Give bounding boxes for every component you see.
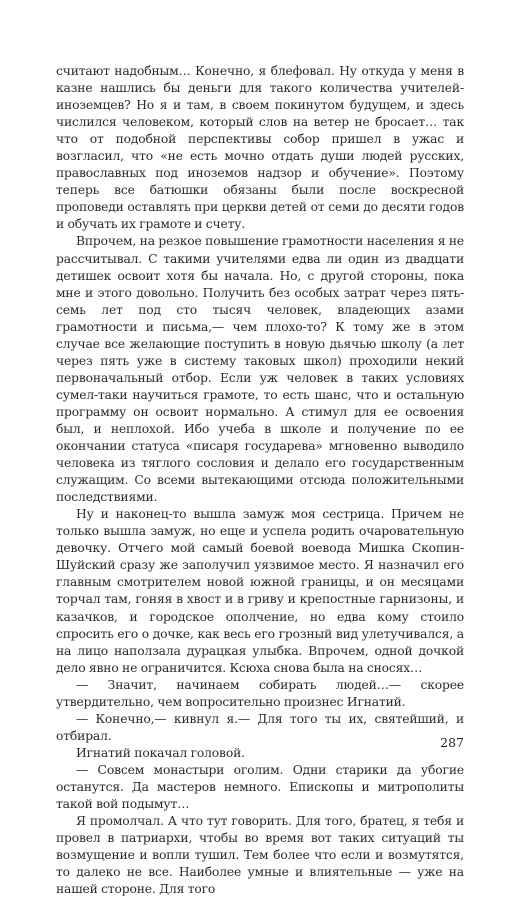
paragraph-4: — Значит, начинаем собирать людей…— скорее утвердительно, чем вопросительно произнес Игнатий. (56, 677, 464, 709)
paragraph-3: Ну и наконец-то вышла замуж моя сестрица. Причем не только вышла замуж, но еще и успела родить очаровательную девочку. Отчего мой самый боевой воевода Мишка Скопин-Шуйский сразу же заполучил уязвимое место. Я назначил его главным смотрителем новой южной границы, и он месяцами торчал там, гоняя в хвост и в гриву и крепостные гарнизоны, и казачков, и городское ополчение, но едва кому стоило спросить его о дочке, как весь его грозный вид улетучивался, а на лицо наползала дурацкая улыбка. Впрочем, одной дочкой дело явно не ограничится. Ксюха снова была на сносях… (56, 507, 464, 675)
paragraph-8: Я промолчал. А что тут говорить. Для того, братец, я тебя и провел в патриархи, чтобы во время вот таких ситуаций ты возмущение и вопли тушил. Тем более что если и возмутятся, то далеко не все. Наиболее умные и влиятельные — уже на нашей стороне. Для того (56, 814, 464, 897)
paragraph-5: — Конечно,— кивнул я.— Для того ты их, святейший, и отбирал. (56, 711, 464, 743)
paragraph-6: Игнатий покачал головой. (76, 745, 245, 760)
paragraph-1: считают надобным… Конечно, я блефовал. Ну откуда у меня в казне нашлись бы деньги для такого количества учителей-иноземцев? Но я и там, в своем покинутом будущем, и здесь числился человеком, который слов на ветер не бросает… так что от подобной перспективы собор пришел в ужас и возгласил, что «не есть мочно отдать души людей русских, православных под иноземов надзор и обучение». Поэтому теперь все батюшки обязаны были после воскресной проповеди оставлять при церкви детей от семи до десяти годов и обучать их грамоте и счету. (56, 64, 464, 232)
paragraph-2: Впрочем, на резкое повышение грамотности населения я не рассчитывал. С такими учителями едва ли один из двадцати детишек освоит хотя бы начала. Но, с другой стороны, пока мне и этого довольно. Получить без особых затрат через пять-семь лет под сто тысяч человек, владеющих азами грамотности и письма,— чем плохо-то? К тому же в этом случае все желающие поступить в новую дьячью школу (а лет через пять уже в систему таковых школ) проходили некий первоначальный отбор. Если уж человек в таких условиях сумел-таки научиться грамоте, то есть шанс, что и остальную программу он освоит нормально. А стимул для ее освоения был, и неплохой. Ибо учеба в школе и получение по ее окончании статуса «писаря государева» мгновенно выводило человека из тяглого сословия и делало его государственным служащим. Со всеми вытекающими отсюда положительными последствиями. (56, 234, 464, 505)
page-number: 287 (440, 735, 464, 750)
page-text (56, 63, 464, 898)
paragraph-7: — Совсем монастыри оголим. Одни старики да убогие останутся. Да мастеров немного. Епископы и митрополиты такой вой подымут… (56, 762, 464, 812)
